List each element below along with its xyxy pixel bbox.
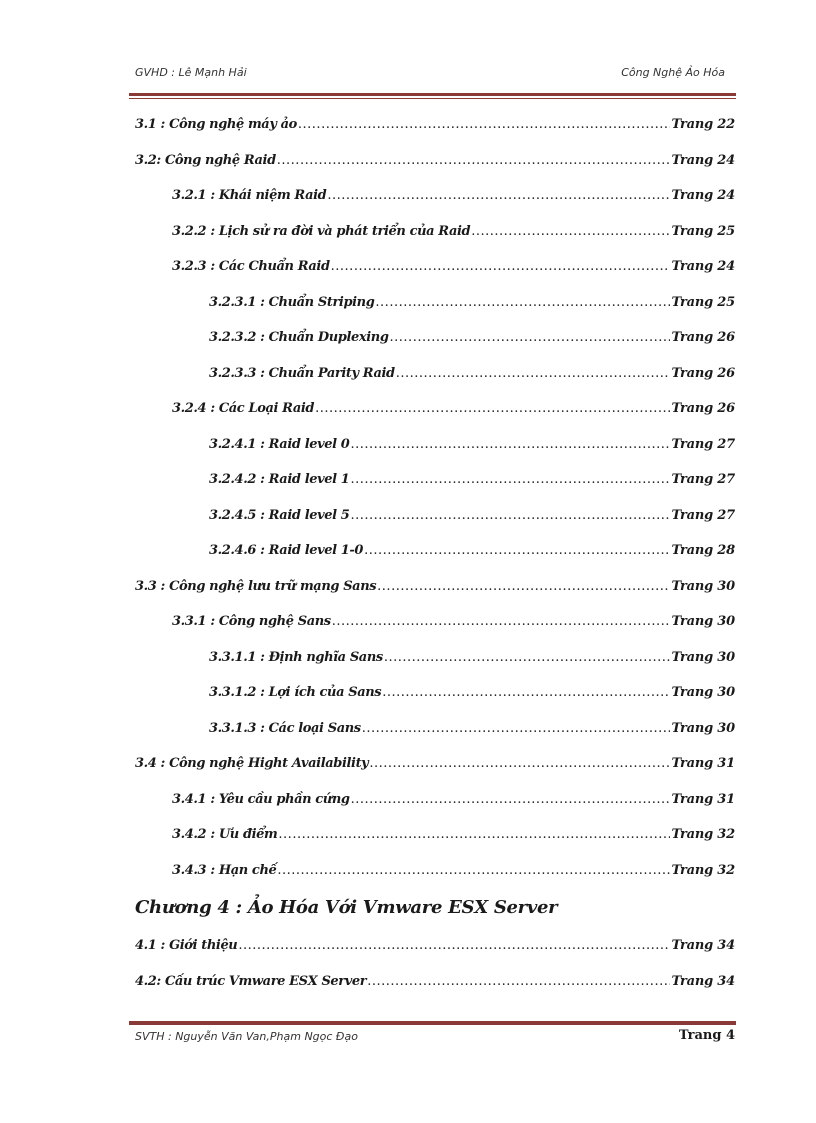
toc-entry-page: Trang 28 xyxy=(671,543,735,558)
toc-dot-leader xyxy=(331,258,671,276)
toc-entry xyxy=(209,542,735,560)
toc-dot-leader xyxy=(278,826,670,844)
toc-entry xyxy=(209,294,735,312)
toc-dot-leader xyxy=(327,187,670,205)
toc-dot-leader xyxy=(332,613,671,631)
toc-entry xyxy=(209,365,735,383)
toc-entry-page: Trang 25 xyxy=(671,294,735,310)
toc-dot-leader xyxy=(315,400,670,418)
toc-entry-page: Trang 26 xyxy=(671,330,735,345)
toc-dot-leader xyxy=(377,578,670,596)
toc-entry-label: 3.4 : Công nghệ Hight Availability xyxy=(135,756,369,771)
toc-entry-page: Trang 27 xyxy=(671,436,735,452)
toc-entry xyxy=(209,720,735,738)
toc-entry-page: Trang 32 xyxy=(671,862,735,878)
toc-entry-page: Trang 31 xyxy=(671,791,735,807)
toc-dot-leader xyxy=(350,436,670,454)
toc-dot-leader xyxy=(390,329,671,347)
toc-entry-label: 3.4.2 : Ưu điểm xyxy=(172,827,278,842)
page-footer xyxy=(135,1028,735,1046)
toc-dot-leader xyxy=(375,294,670,312)
toc-entry-label: 3.2.3.1 : Chuẩn Striping xyxy=(209,294,375,310)
footer-students: SVTH : Nguyễn Văn Van,Phạm Ngọc Đạo xyxy=(135,1030,358,1043)
toc-entry-page: Trang 24 xyxy=(671,259,735,274)
toc-entry-label: 4.2: Cấu trúc Vmware ESX Server xyxy=(135,973,367,989)
toc-entry-label: 3.2.3.3 : Chuẩn Parity Raid xyxy=(209,365,395,381)
toc-entry-page: Trang 26 xyxy=(671,365,735,381)
toc-dot-leader xyxy=(277,862,670,880)
toc-entry xyxy=(135,152,735,170)
toc-entry xyxy=(172,187,735,205)
toc-entry-page: Trang 26 xyxy=(671,401,735,416)
footer-divider xyxy=(129,1019,736,1025)
page-header xyxy=(135,66,725,82)
toc-entry-page: Trang 27 xyxy=(671,472,735,487)
toc-dot-leader xyxy=(396,365,671,383)
toc-entry-label: 3.4.3 : Hạn chế xyxy=(172,862,277,878)
toc-entry-label: 3.3.1.3 : Các loại Sans xyxy=(209,720,361,736)
toc-entry xyxy=(135,755,735,773)
toc-entry-page: Trang 34 xyxy=(671,938,735,953)
toc-entry-page: Trang 30 xyxy=(671,614,735,629)
toc-entry-label: 3.2: Công nghệ Raid xyxy=(135,152,276,168)
toc-dot-leader xyxy=(471,223,670,241)
toc-dot-leader xyxy=(382,684,670,702)
toc-entry xyxy=(172,400,735,418)
toc-dot-leader xyxy=(362,720,671,738)
toc-entry-page: Trang 30 xyxy=(671,649,735,665)
toc-entry-page: Trang 22 xyxy=(671,117,735,132)
toc-entry-label: 3.2.4.2 : Raid level 1 xyxy=(209,472,350,487)
toc-entry xyxy=(172,258,735,276)
toc-entry xyxy=(135,578,735,596)
toc-entry xyxy=(135,937,735,955)
toc-dot-leader xyxy=(351,791,671,809)
toc-dot-leader xyxy=(364,542,670,560)
toc-entry xyxy=(209,507,735,525)
toc-entry xyxy=(172,223,735,241)
toc-entry-label: 3.2.4.5 : Raid level 5 xyxy=(209,507,350,523)
header-instructor: GVHD : Lê Mạnh Hải xyxy=(135,66,247,79)
toc-entry-label: 3.2.4.6 : Raid level 1-0 xyxy=(209,543,364,558)
toc-dot-leader xyxy=(238,937,670,955)
toc-entry-label: 3.4.1 : Yêu cầu phần cứng xyxy=(172,791,350,807)
toc-entry xyxy=(135,116,735,134)
toc-dot-leader xyxy=(350,507,670,525)
toc-entry-page: Trang 30 xyxy=(671,685,735,700)
toc-entry-label: 3.3.1 : Công nghệ Sans xyxy=(172,614,331,629)
header-title: Công Nghệ Ảo Hóa xyxy=(621,66,725,79)
toc-entry xyxy=(209,684,735,702)
toc-entry-label: 3.1 : Công nghệ máy ảo xyxy=(135,117,297,132)
toc-entry xyxy=(209,329,735,347)
toc-entry-label: 3.2.4 : Các Loại Raid xyxy=(172,401,315,416)
toc-entry-page: Trang 30 xyxy=(671,578,735,594)
toc-entry-page: Trang 24 xyxy=(671,188,735,203)
toc-dot-leader xyxy=(277,152,671,170)
toc-entry-label: 3.3 : Công nghệ lưu trữ mạng Sans xyxy=(135,578,377,594)
toc-entry-page: Trang 24 xyxy=(671,152,735,168)
toc-entry-label: 4.1 : Giới thiệu xyxy=(135,938,238,953)
toc-entry xyxy=(135,973,735,991)
toc-entry-page: Trang 34 xyxy=(671,973,735,989)
toc-entry xyxy=(172,791,735,809)
toc-entry-page: Trang 32 xyxy=(671,827,735,842)
toc-entry xyxy=(209,471,735,489)
toc-entry xyxy=(172,613,735,631)
toc-entry-page: Trang 25 xyxy=(671,223,735,239)
footer-page-number: Trang 4 xyxy=(678,1028,735,1043)
toc-entry-label: 3.2.4.1 : Raid level 0 xyxy=(209,436,350,452)
toc-dot-leader xyxy=(367,973,670,991)
toc-entry xyxy=(172,826,735,844)
toc-dot-leader xyxy=(384,649,671,667)
toc-entry-label: 3.2.1 : Khái niệm Raid xyxy=(172,188,327,203)
toc-entry-label: 3.3.1.2 : Lợi ích của Sans xyxy=(209,685,382,700)
toc-entry xyxy=(209,436,735,454)
chapter-heading: Chương 4 : Ảo Hóa Với Vmware ESX Server xyxy=(135,897,558,918)
toc-entry-label: 3.2.3 : Các Chuẩn Raid xyxy=(172,259,330,274)
toc-entry-page: Trang 31 xyxy=(671,756,735,771)
header-divider xyxy=(129,93,736,99)
toc-entry-label: 3.2.2 : Lịch sử ra đời và phát triển của Raid xyxy=(172,223,471,239)
toc-dot-leader xyxy=(350,471,670,489)
toc-entry xyxy=(172,862,735,880)
toc-entry-label: 3.3.1.1 : Định nghĩa Sans xyxy=(209,649,383,665)
toc-entry xyxy=(209,649,735,667)
toc-entry-label: 3.2.3.2 : Chuẩn Duplexing xyxy=(209,330,389,345)
toc-dot-leader xyxy=(369,755,670,773)
toc-dot-leader xyxy=(298,116,671,134)
toc-entry-page: Trang 30 xyxy=(671,720,735,736)
toc-entry-page: Trang 27 xyxy=(671,507,735,523)
